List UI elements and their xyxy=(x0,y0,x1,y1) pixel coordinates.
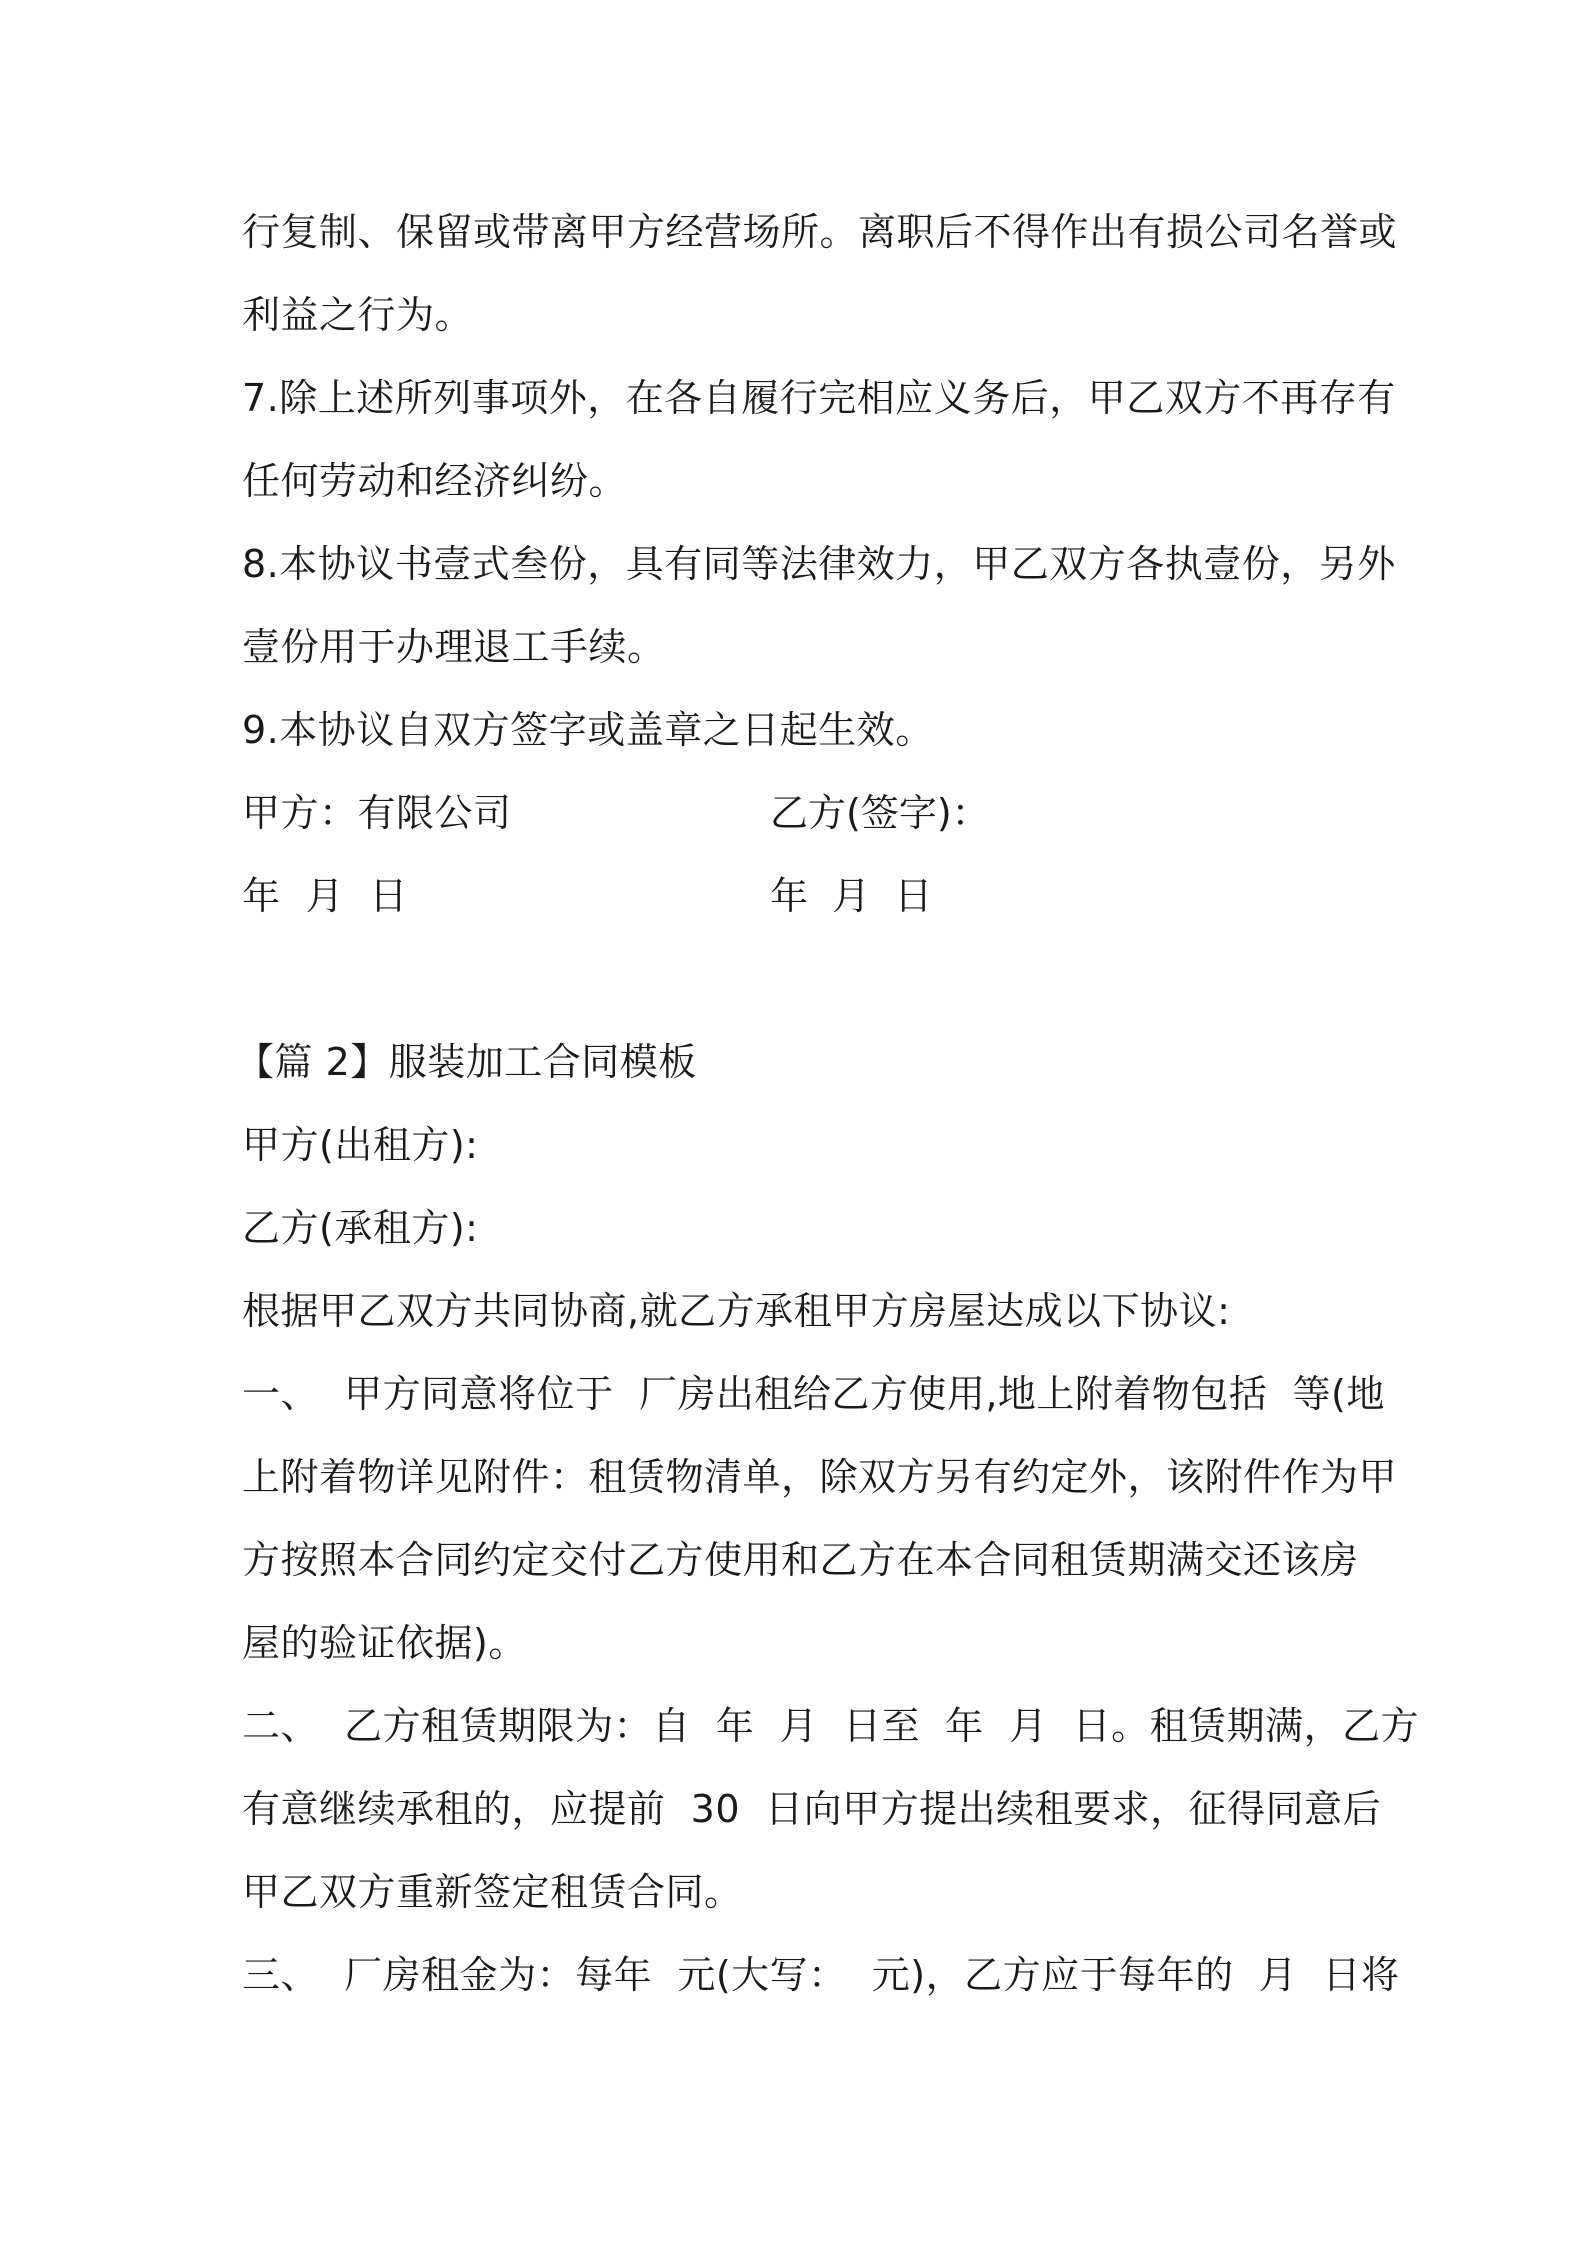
text-line: 利益之行为。 xyxy=(242,293,474,337)
text-line: 一、 甲方同意将位于 厂房出租给乙方使用,地上附着物包括 等(地 xyxy=(242,1372,1385,1416)
text-line: 三、 厂房租金为：每年 元(大写： 元)，乙方应于每年的 月 日将 xyxy=(242,1953,1400,1997)
text-line: 8.本协议书壹式叁份，具有同等法律效力，甲乙双方各执壹份，另外 xyxy=(242,542,1396,586)
signature-date-b: 年 月 日 xyxy=(770,874,933,918)
text-line: 任何劳动和经济纠纷。 xyxy=(242,459,628,503)
text-line: 乙方(承租方): xyxy=(242,1206,479,1250)
section-heading: 【篇 2】服装加工合同模板 xyxy=(236,1040,697,1084)
text-line: 壹份用于办理退工手续。 xyxy=(242,625,666,669)
text-line: 上附着物详见附件：租赁物清单，除双方另有约定外，该附件作为甲 xyxy=(242,1455,1398,1499)
text-line: 二、 乙方租赁期限为：自 年 月 日至 年 月 日。租赁期满，乙方 xyxy=(242,1704,1420,1748)
signature-party-b: 乙方(签字)： xyxy=(770,791,990,835)
text-line: 有意继续承租的，应提前 30 日向甲方提出续租要求，征得同意后 xyxy=(242,1787,1382,1831)
signature-date-a: 年 月 日 xyxy=(242,874,408,918)
text-line: 甲乙双方重新签定租赁合同。 xyxy=(242,1870,743,1914)
text-line: 屋的验证依据)。 xyxy=(242,1621,527,1665)
text-line: 行复制、保留或带离甲方经营场所。离职后不得作出有损公司名誉或 xyxy=(242,210,1398,254)
text-line: 甲方(出租方): xyxy=(242,1123,479,1167)
text-line: 7.除上述所列事项外，在各自履行完相应义务后，甲乙双方不再存有 xyxy=(242,376,1396,420)
signature-party-a: 甲方：有限公司 xyxy=(242,791,512,835)
text-line: 9.本协议自双方签字或盖章之日起生效。 xyxy=(242,708,934,752)
text-line: 方按照本合同约定交付乙方使用和乙方在本合同租赁期满交还该房 xyxy=(242,1538,1359,1582)
text-line: 根据甲乙双方共同协商,就乙方承租甲方房屋达成以下协议: xyxy=(242,1289,1231,1333)
